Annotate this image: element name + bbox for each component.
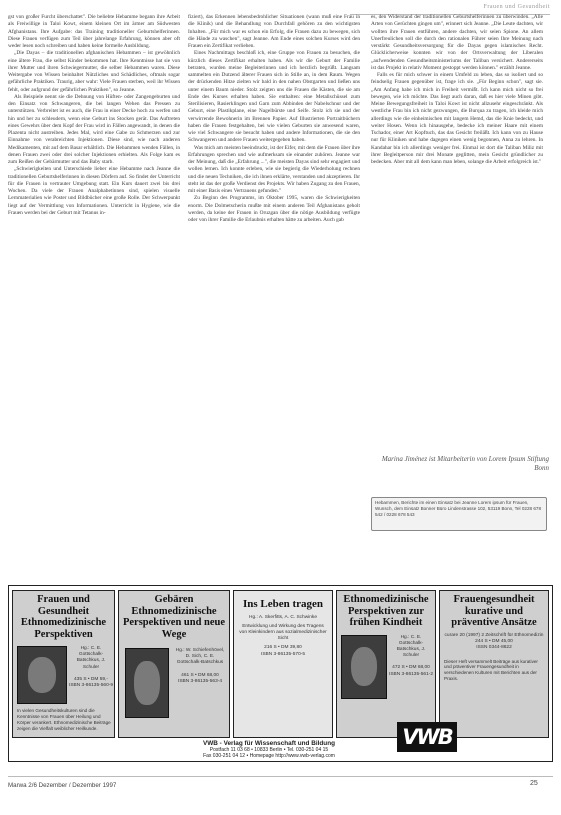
book-cover-image bbox=[17, 646, 67, 704]
publisher-address: Postfach 11 03 68 • 10833 Berlin • Tel. 030-251 04 15 bbox=[209, 747, 329, 753]
book-title: Frauen und Gesundheit Ethnomedizinische Perspektiven bbox=[20, 594, 107, 640]
book-title: Ins Leben tragen bbox=[242, 598, 324, 610]
book-card-2[interactable] bbox=[118, 590, 230, 738]
book-title: Ethnomedizinische Perspektiven zur frühen Kindheit bbox=[343, 594, 429, 628]
book-isbn: ISBN 3-86135-563-4 bbox=[178, 678, 222, 684]
paragraph: es, den Widerstand der traditionellen Geburtshelferinnen zu überwinden. „Alle Arten von Gerüchten gingen um", erinnert sich Jeanne. „Die Leute dachten, wir wollten ihre Frauen entführen, andere dachten, wir seien Spione. An allem Unerfreulichen soll die durch den rationalen Führer seien Ihre Meinung nach verstärkt Gesundheitsversorgung für die Dayas gegen islamisches Recht. Glücklicherweise konnten wir von der Ortsverwaltung der Liberalen „aufwendenden Gesundheitsministeriums der Taliban versichert. Andererseits ist das Projekt in relativ Moment gestoppt werden können." erzählt Jeanne. bbox=[371, 14, 543, 71]
book-info bbox=[444, 633, 544, 652]
author-note: Marina Jiménez ist Mitarbeiterin von Lorem Ipsum Stiftung Bonn bbox=[381, 455, 549, 472]
paragraph: Als Beispiele nennt sie die Dehnung von Hüften- oder Zangengeburten und den Einsatz von Schwangeren, die bei langen Wehen das Pressen zu unterstützen. Verbreitet ist es auch, die Frau in einer Decke hoch zu werfen und hin und her zu schleudern, wenn eine Geburt ins Stocken gerät. Das Auftreten eines Gewehrs über dem Kopf der Frau wird in Fällen angewandt, in denen die Plazenta nicht austreiben. Jedes Mal, wird eine Gabe zu Schmerzen und zur Einnahme von verabreichten Injektionen. Diese sind, wie nach anderen Medikamenten, mit auf dem Basar erhältlich. Die Hebammen wenden Fällen, in denen Frauen zwei oder drei solcher Injektionen erhielten. Als Folge kam es zum Reißen der Gebärmutter und das Baby starb. bbox=[8, 93, 180, 165]
paragraph: Falls es für mich schwer in einem Umfeld zu leben, das so isoliert und so feindselig Frauen gegenüber ist, frage ich sie. „Für Beginn schon", sagt sie. „Am Anfang habe ich mich in Freiheit vermißt. Ich kann mich nicht so frei bewegen, wie ich möchte. Das liegt auch daran, daß es hier viele Minen gibt. Meine Bewegungsfreiheit in Taloi Kowt ist nicht allzusehr eingeschränkt. Als westliche Frau bin ich nicht gezwungen, die Burqua zu tragen, ich kleide mich allerdings wie die einheimischen mit langem Hemd, das die Knie bedeckt, und weiter Hosen. Wenn ich hinausgehe, bedecke ich meiner Haare mit einem Tschador, einer Art Kopftuch, das das Gesicht freiläßt. Ich kann von zu Hause nur für Kliniken und habe dagegen einen wenig begonnen, Anna zu lehren. In Kandahar bin ich allerdings weniger frei. Einmal ist dort die Taliban Miliz mit ihrer Begleitperson mir drei Monate geglitten, mein Gesicht gründlicher zu bedecken. Aber mit all dem kann man leben, solange die Arbeit erfolgreich ist." bbox=[371, 72, 543, 165]
paragraph: „Schwierigkeiten und Unterschiede lieber eine Hebamme nach Jeanne die traditionellen Geburtshelferinnen in diesen Dörfern auf. So findet der Unterricht für die Frauen in vertrauter Umgebung statt. Ein Kurs dauert zwei bis drei Wochen. Da viele der Frauen Analphabetinnen sind, spielen visuelle Lernmaterialien wie Poster und Bildbücher eine große Rolle. Der Schwerpunkt liegt auf der Vermittlung von Informationen. Unterricht in Hygiene, wie die Frauen werden bei der Geburt mit Tetanus in- bbox=[8, 166, 180, 216]
book-isbn: ISBN 3-86135-570-5 bbox=[261, 651, 305, 657]
article-column-1 bbox=[8, 14, 180, 549]
paragraph: Was mich am meisten beeindruckt, ist der Eifer, mit dem die Frauen über ihre Erfahrungen sprechen und wie aufmerksam sie einander zuhören. Jeanne war der Meinung, daß die „Erfahrung ...", die meisten Dayas sind sehr engagiert und wollen lernen. Ich konnte erleben, wie sie begierig die Wiederholung rechnen und die neuen Techniken, die ich ihnen erklärte, verstanden und akzeptieren. Ihr steht ist das der große Verdienst des Projekts. Wir haben Zugang zu den Frauen, mit einer Basis eines Vertrauens gefunden." bbox=[188, 144, 360, 194]
book-info bbox=[173, 648, 227, 685]
running-head: Frauen und Gesundheit bbox=[350, 4, 550, 15]
book-card-1[interactable] bbox=[12, 590, 115, 738]
book-isbn: ISBN 3-86135-560-9 bbox=[69, 683, 113, 689]
book-price: 244 S • DM 45,00 bbox=[475, 638, 513, 644]
paragraph: „Die Dayas – die traditionellen afghanischen Hebammen – ist gewöhnlich eine ältere Frau, die selbst Kinder bekommen hat. Ihre Kenntnisse hat sie von ihrer Mutter und ihren Schwiegermutter, die selber Hebammen waren. Diese Weitergabe von Wissen beinhaltet Nützliches und Schädliches, oftmals sogar gefährliche Praktiken. Traurig, aber wahr: Viele Frauen sterben, weil ihr Wissen fehlt, oder aufgrund der gefährlichen Praktiken", so Jeanne. bbox=[8, 50, 180, 93]
book-price: 216 S • DM 39,80 bbox=[264, 645, 302, 651]
book-price: 461 S • DM 68,00 bbox=[181, 672, 219, 678]
publisher-contact[interactable]: Fax 030-251 04 12 • Homepage http://www.vwb-verlag.com bbox=[203, 753, 335, 759]
book-info bbox=[238, 615, 328, 658]
book-editors: Hg.: C. E. Gottschalk-Batschkus, J. Schuler bbox=[396, 634, 426, 659]
book-cover-image bbox=[125, 648, 169, 718]
book-title: Gebären Ethnomedizinische Perspektiven und neue Wege bbox=[122, 594, 226, 640]
book-price: 472 S • DM 68,00 bbox=[392, 665, 430, 671]
book-card-3[interactable] bbox=[233, 590, 333, 738]
book-editors: curare 20 (1997) 2 Zeitschrift für Ethnomedizin bbox=[444, 632, 544, 638]
book-title: Frauengesundheit kurative und präventive Ansätze bbox=[451, 594, 537, 628]
book-editors: Hg.: C. E. Gottschalk-Batschkus, J. Schuler bbox=[76, 646, 106, 670]
vwb-logo: VWB bbox=[397, 722, 457, 752]
paragraph: fiziert), das Erkennen lebensbedrohlicher Situationen (wann muß eine Frau in die Klinik) und die Behandlung von Durchfall gehören zu den wichtigsten Inhalten. „Für mich war es schon ein Erfolg, die Frauen dazu zu bewegen, sich die Hände zu waschen", sagt Jeanne. Am Ende eines solchen Kurses wird den Frauen ein Zertifikat verliehen. bbox=[188, 14, 360, 49]
book-isbn: ISBN 3-86135-561-2 bbox=[389, 671, 433, 677]
article-column-3 bbox=[371, 14, 543, 454]
paragraph: Zu Beginn des Programms, im Oktober 1995, waren die Schwierigkeiten enorm. Die Dolmetscherin mußte mit einem anderen Teil Afghanistans geholt werden, da keine der Frauen in Oruzgan über die nötige Ausbildung verfügte oder von ihrer Familie die Erlaubnis erhalten hätte zu arbeiten. Auch gab bbox=[188, 195, 360, 223]
page-number: 25 bbox=[530, 780, 538, 787]
book-card-5[interactable] bbox=[439, 590, 549, 738]
book-editors: Hg.: A. Skerfitts, A. C. Schwinke bbox=[249, 614, 317, 620]
book-card-4[interactable] bbox=[336, 590, 436, 738]
book-description: Dieser Heft versammelt Beiträge aus kurativer und präventiver Frauengesundheit in verschiedenen Kulturen mit Berichten aus der Praxis. bbox=[444, 658, 538, 682]
book-isbn: ISSN 0344-8622 bbox=[476, 644, 512, 650]
book-description: In vielen Gesundheitskulturen sind die Kenntnisse von Frauen über Heilung und Körper verankert. Ethnomedizinische Beiträge zeigen die Vielfalt weiblicher Heilkunde. bbox=[17, 708, 111, 731]
book-price: 435 S • DM 59,- bbox=[74, 676, 108, 682]
paragraph: Eines Nachmittags beschloß ich, eine Gruppe von Frauen zu besuchen, die kürzlich dieses Zertifikat erhalten haben. Als wir die Geburt der Familie betraten, wurden meine Begleiterinnen und ich herzlich begrüßt. Langsam sammelten ein Dutzend älterer Frauen sich in Stille an, in dem Raum. Wegen der drückenden Hitze zielten wir bald in den nahen Obstgarten und ließen uns unter einem Baum nieder. Stolz zeigten uns die Frauen die Kästen, die sie am Ende des Kurses erhalten haben. Sie enthalten: eine Metallschüssel zum Sterilisieren, Rasierklingen und Garn zum Abbinden der Nabelschnur und der Geburt, eine Plastikplane, eine Nagelbürste und Seife. Stolz ich sie und der verwirrende Bewohnerin im Brennen Papier. Auf Illustrierten Portraitbüchern haben die Frauen festgehalten, bei wie vielen Geburten sie anwesend waren, wie viel Schwangere sie besucht haben und andere Informationen, die sie den Schwangeren und andere Frauen weitergegeben haben. bbox=[188, 50, 360, 144]
publisher-block bbox=[149, 740, 389, 759]
paragraph: gst von großer Furcht überschattet". Die beliebte Hebamme begann ihre Arbeit als Freiwillige in Taloi Kowt, einem kleinen Ort im ärmer am Südwesten Afghanistans. Ihre Aufgabe: das Training traditioneller Geburtshelferinnen. Diese Frauen verfügen zum Teil über jahrelange Erfahrung, können aber oft weder lesen noch schreiben und haben keine formelle Ausbildung. bbox=[8, 14, 180, 49]
publisher-name: VWB - Verlag für Wissenschaft und Bildung bbox=[202, 740, 336, 747]
book-info bbox=[69, 646, 113, 689]
footer-divider bbox=[8, 776, 553, 777]
book-cover-image bbox=[341, 635, 387, 699]
issue-line: Marwa 2/6 Dezember / Dezember 1997 bbox=[8, 782, 117, 789]
article-column-2 bbox=[188, 14, 360, 588]
book-editors: Hg.: W. Schiefenhövel, D. Sich, C. E. Gottschalk-Batschkus bbox=[175, 648, 225, 666]
book-subtitle: Entwicklung und Wirkung des Tragens von Kleinkindern aus sozialmedizinischer Sicht bbox=[239, 623, 327, 642]
book-info bbox=[389, 635, 433, 678]
book-advertisement bbox=[8, 585, 553, 762]
info-box: Hebammen, Berichte im einen Einsatz bei Jeanne Lorem ipsum für Frauen, Wunsch, dem Einsatz Bonner Büro Lindenstrasse 102, 53119 Bonn, Tel 0228 678 542 / 0228 678 543 bbox=[371, 497, 547, 531]
